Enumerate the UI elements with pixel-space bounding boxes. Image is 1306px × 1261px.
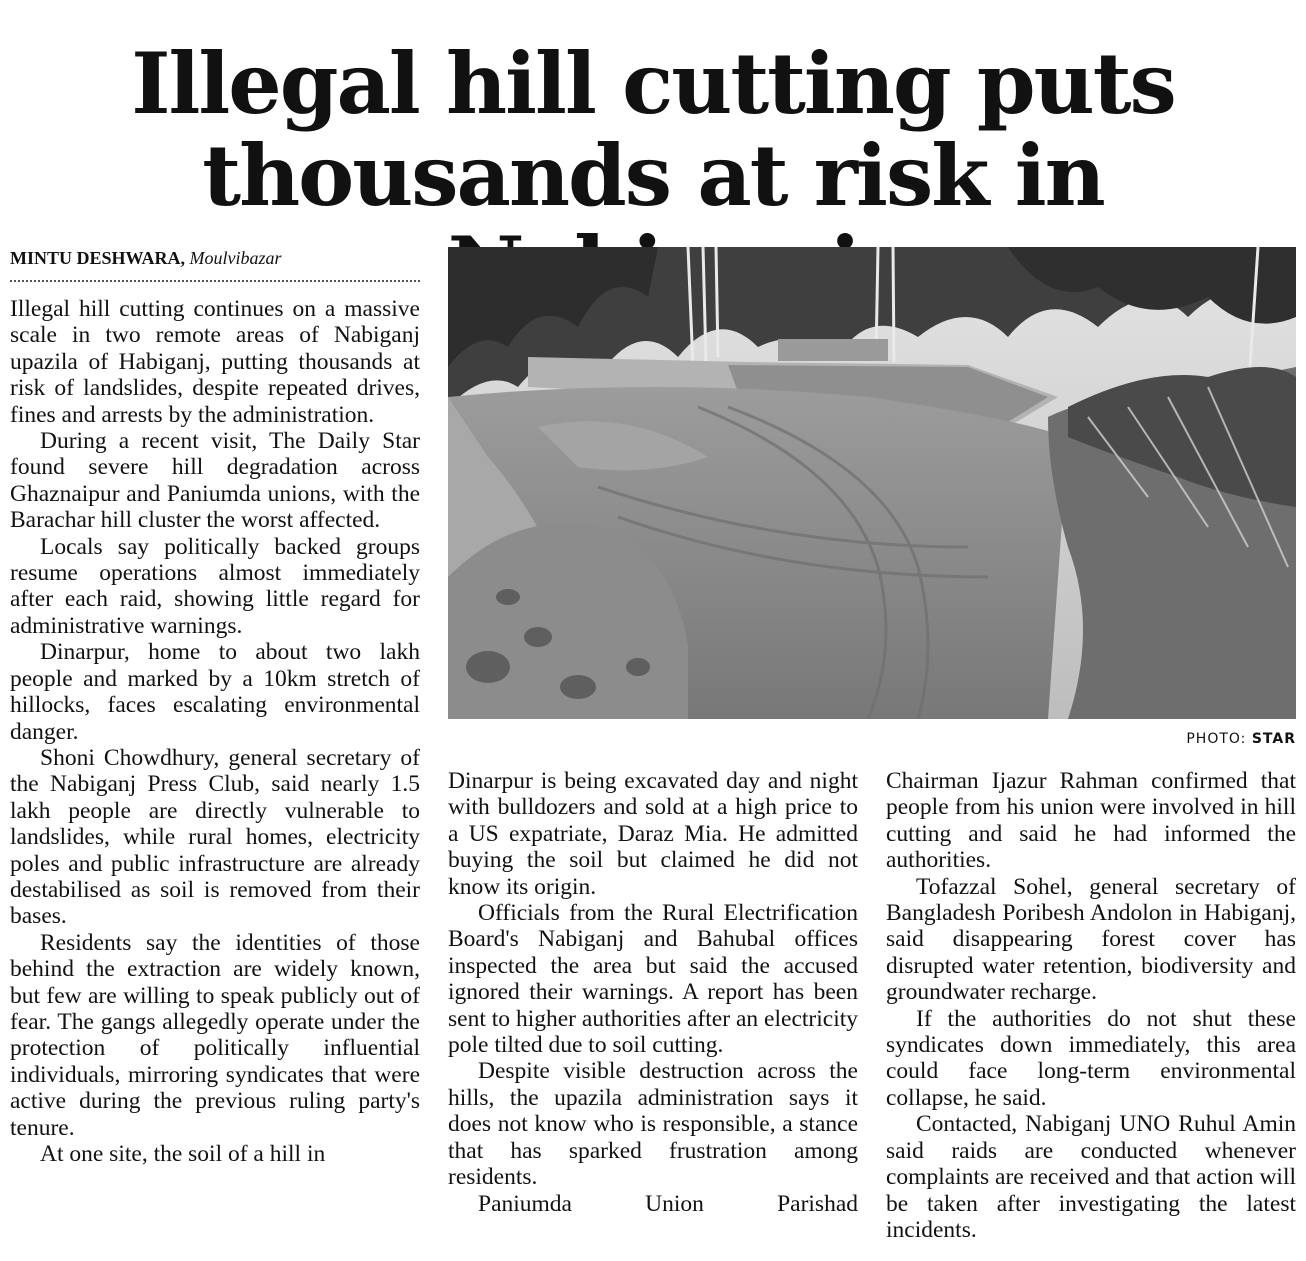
author-location: Moulvibazar [189, 248, 282, 268]
paragraph: Chairman Ijazur Rahman confirmed that people from his union were involved in hill cutting and said he had informed the authorities. [886, 768, 1296, 874]
photo-credit [1186, 731, 1296, 747]
paragraph: If the authorities do not shut these syndicates down immediately, this area could face long-term environmental collapse, he said. [886, 1005, 1296, 1111]
headline-line-1: Illegal hill cutting puts [131, 34, 1175, 133]
author-name: MINTU DESHWARA, [10, 248, 186, 268]
article-column-1 [10, 296, 420, 1251]
paragraph: Dinarpur, home to about two lakh people and marked by a 10km stretch of hillocks, faces escalating environmental danger. [10, 639, 420, 745]
paragraph: Tofazzal Sohel, general secretary of Bangladesh Poribesh Andolon in Habiganj, said disappearing forest cover has disrupted water retention, biodiversity and groundwater recharge. [886, 873, 1296, 1006]
byline [10, 246, 420, 270]
paragraph: Officials from the Rural Electrification Board's Nabiganj and Bahubal offices inspected the area but said the accused ignored their warnings. A report has been sent to higher authorities after an electricity pole tilted due to soil cutting. [448, 900, 858, 1059]
paragraph: At one site, the soil of a hill in [40, 1141, 326, 1167]
paragraph: Despite visible destruction across the hills, the upazila administration says it does not know who is responsible, a stance that has sparked frustration among residents. [448, 1058, 858, 1191]
byline-divider [10, 280, 420, 282]
paragraph: Contacted, Nabiganj UNO Ruhul Amin said raids are conducted whenever complaints are received and that action will be taken after investigating the latest incidents. [886, 1111, 1296, 1243]
photo-credit-label: PHOTO: [1186, 731, 1247, 747]
article-column-3 [886, 768, 1296, 1252]
paragraph: Locals say politically backed groups resume operations almost immediately after each raid, showing little regard for administrative warnings. [10, 533, 420, 639]
paragraph: Residents say the identities of those behind the extraction are widely known, but few are willing to speak publicly out of fear. The gangs allegedly operate under the protection of politically influential individuals, mirroring syndicates that were active during the previous ruling party's tenure. [10, 929, 420, 1141]
paragraph: During a recent visit, The Daily Star found severe hill degradation across Ghaznaipur and Paniumda unions, with the Barachar hill cluster the worst affected. [10, 428, 420, 534]
article-photo [448, 247, 1296, 719]
paragraph: Paniumda Union Parishad [478, 1190, 858, 1217]
article-column-2 [448, 768, 858, 1252]
paragraph: Illegal hill cutting continues on a massive scale in two remote areas of Nabiganj upazila of Habiganj, putting thousands at risk of landslides, despite repeated drives, fines and arrests by the administration. [10, 296, 420, 428]
headline-line-2: thousands at risk in [202, 126, 1104, 225]
paragraph: Dinarpur is being excavated day and night with bulldozers and sold at a high price to a US expatriate, Daraz Mia. He admitted buying the soil but claimed he did not know its origin. [448, 768, 858, 900]
photo-credit-source: STAR [1251, 731, 1296, 747]
paragraph: Shoni Chowdhury, general secretary of the Nabiganj Press Club, said nearly 1.5 lakh people are directly vulnerable to landslides, while rural homes, electricity poles and public infrastructure are already destabilised as soil is removed from their bases. [10, 744, 420, 930]
